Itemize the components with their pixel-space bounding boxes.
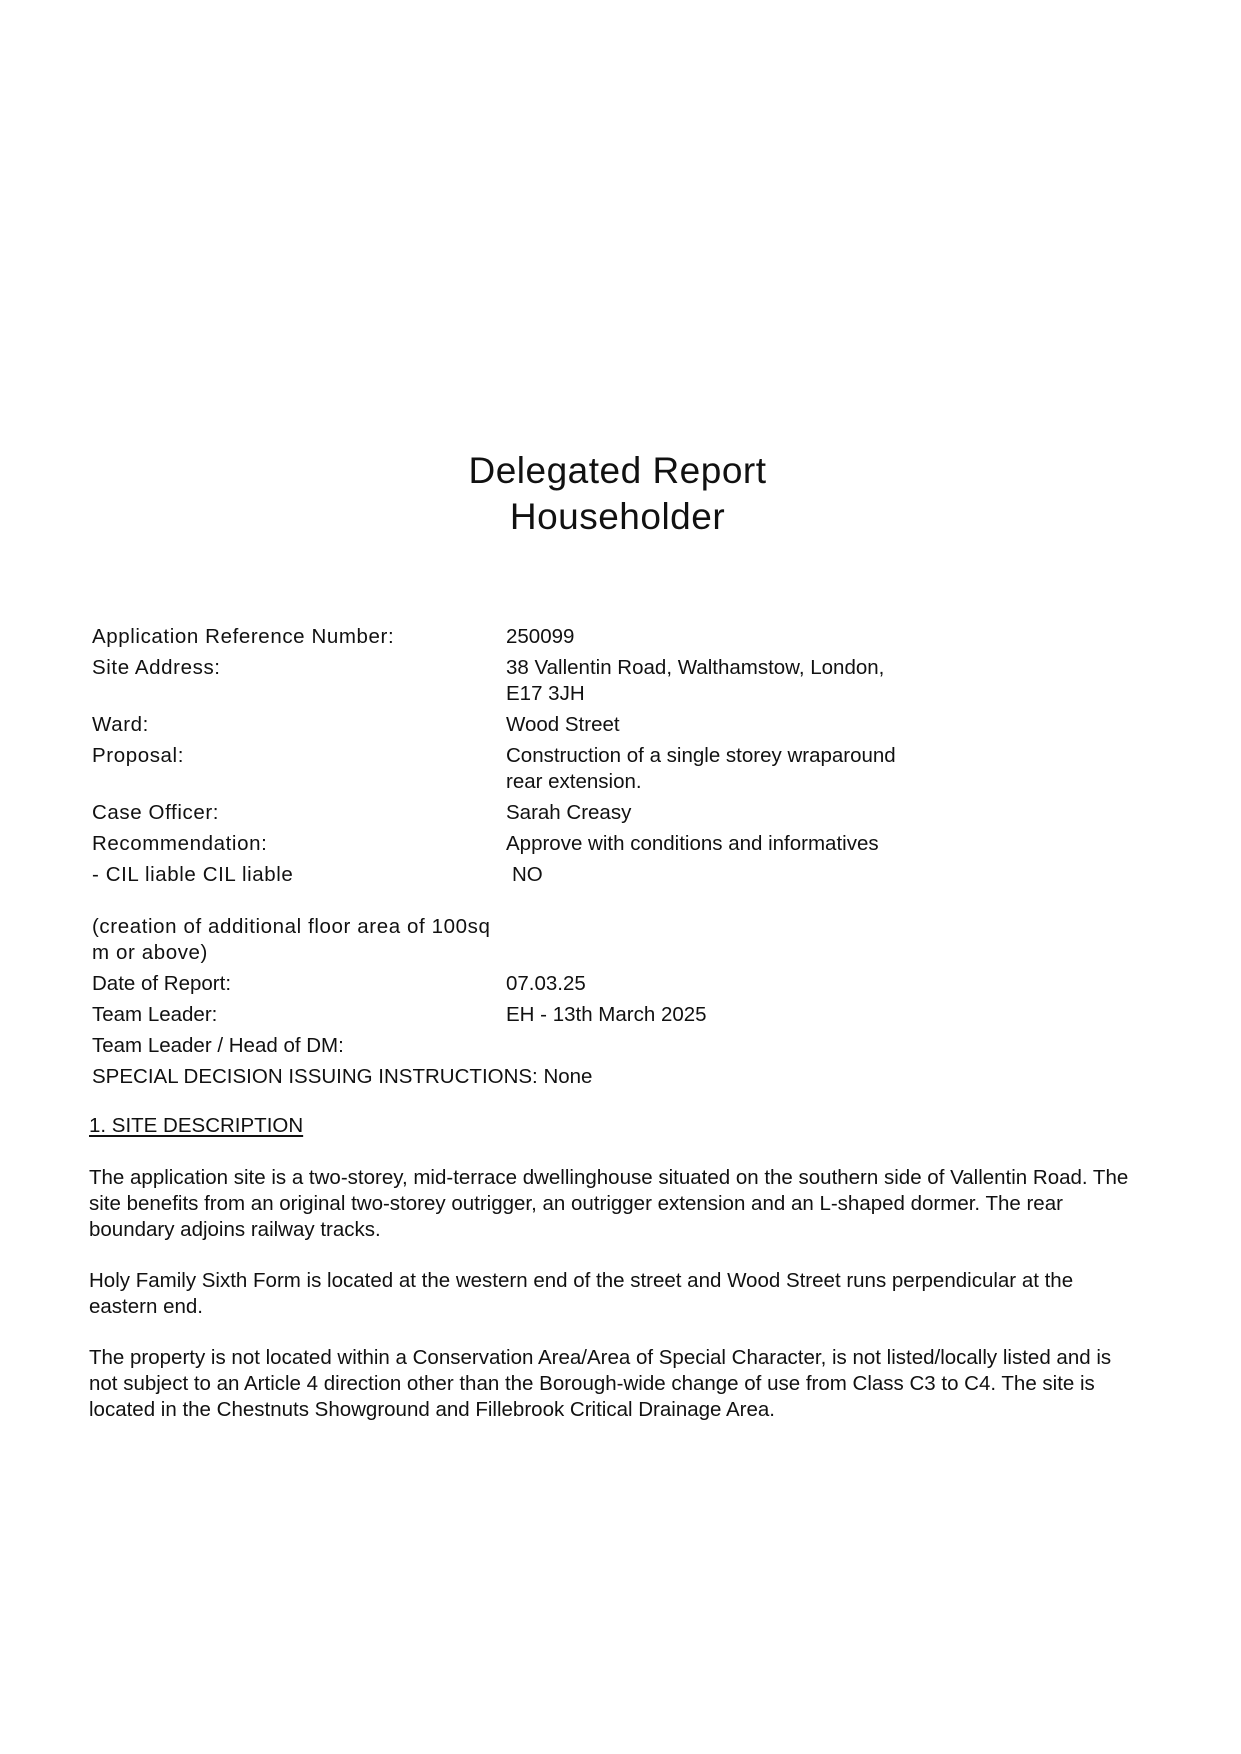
site-description-paragraph-3 xyxy=(89,1345,1164,1423)
detail-value-line: rear extension. xyxy=(506,770,642,793)
report-title-line-2 xyxy=(0,494,1238,540)
detail-value-line: 38 Vallentin Road, Walthamstow, London, xyxy=(506,656,885,679)
detail-label: Team Leader: xyxy=(92,1003,218,1026)
section-heading-site-description: 1. SITE DESCRIPTION xyxy=(89,1114,304,1137)
detail-value xyxy=(506,743,926,795)
report-title-line-1 xyxy=(0,448,1238,494)
detail-label: Date of Report: xyxy=(92,972,232,995)
report-title xyxy=(0,448,1241,540)
paragraph-line: not subject to an Article 4 direction other than the Borough-wide change of use from Class C3 to C4. The site is xyxy=(89,1372,1095,1395)
report-title-text-2: Householder xyxy=(509,496,726,537)
cil-note-line: m or above) xyxy=(92,941,208,964)
site-description-paragraph-1 xyxy=(89,1165,1164,1243)
detail-value-line: Construction of a single storey wraparound xyxy=(506,744,896,767)
site-description-paragraph-2 xyxy=(89,1268,1164,1320)
paragraph-line: located in the Chestnuts Showground and Fillebrook Critical Drainage Area. xyxy=(89,1398,775,1421)
detail-value: Sarah Creasy xyxy=(506,801,632,824)
detail-label: - CIL liable CIL liable xyxy=(92,863,294,886)
detail-value-line: E17 3JH xyxy=(506,682,585,705)
paragraph-line: boundary adjoins railway tracks. xyxy=(89,1218,381,1241)
paragraph-line: The application site is a two-storey, mid-terrace dwellinghouse situated on the southern side of Vallentin Road. The xyxy=(89,1166,1129,1189)
detail-value: 250099 xyxy=(506,625,575,648)
paragraph-line: The property is not located within a Conservation Area/Area of Special Character, is not listed/locally listed and is xyxy=(89,1346,1112,1369)
detail-value: NO xyxy=(512,863,543,886)
detail-label: Ward: xyxy=(92,713,149,736)
detail-value: Wood Street xyxy=(506,713,620,736)
paragraph-line: site benefits from an original two-storey outrigger, an outrigger extension and an L-shaped dormer. The rear xyxy=(89,1192,1063,1215)
detail-value xyxy=(506,655,926,707)
paragraph-line: Holy Family Sixth Form is located at the western end of the street and Wood Street runs perpendicular at the xyxy=(89,1269,1074,1292)
detail-label: Site Address: xyxy=(92,656,221,679)
detail-label: Application Reference Number: xyxy=(92,625,395,648)
detail-label: Case Officer: xyxy=(92,801,220,824)
detail-value: Approve with conditions and informatives xyxy=(506,832,879,855)
detail-label: Proposal: xyxy=(92,744,185,767)
detail-value: 07.03.25 xyxy=(506,972,586,995)
paragraph-line: eastern end. xyxy=(89,1295,203,1318)
special-instructions: SPECIAL DECISION ISSUING INSTRUCTIONS: None xyxy=(92,1065,593,1088)
detail-label: Team Leader / Head of DM: xyxy=(92,1034,344,1057)
cil-note-text xyxy=(92,914,552,966)
detail-value: EH - 13th March 2025 xyxy=(506,1003,707,1026)
report-title-text-1: Delegated Report xyxy=(468,450,767,491)
detail-label: Recommendation: xyxy=(92,832,268,855)
cil-note-line: (creation of additional floor area of 100sq xyxy=(92,915,491,938)
